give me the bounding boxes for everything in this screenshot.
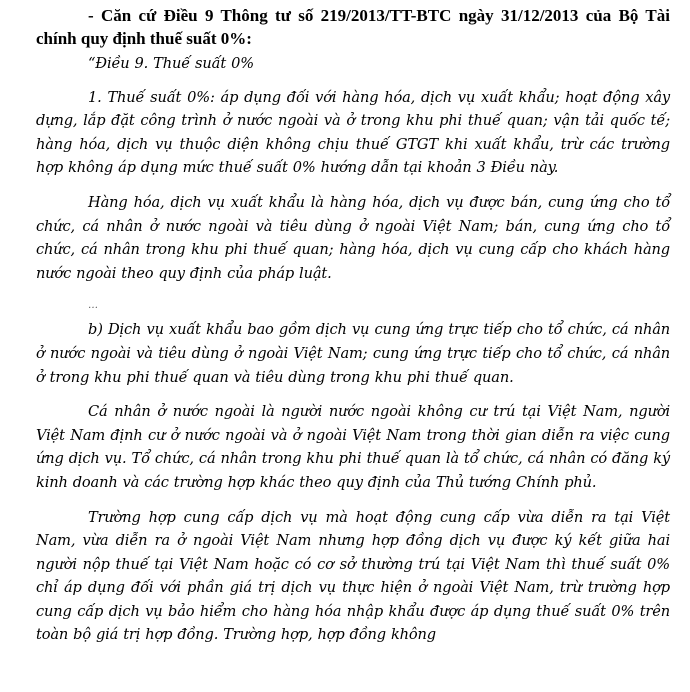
paragraph-1: 1. Thuế suất 0%: áp dụng đối với hàng hóa, dịch vụ xuất khẩu; hoạt động xây dựng, lắp đặt công trình ở nước ngoài và ở trong khu phi thuế quan; vận tải quốc tế; hàng hóa, dịch vụ thuộc diện không chịu thuế GTGT khi xuất khẩu, trừ các trường hợp không áp dụng mức thuế suất 0% hướng dẫn tại khoản 3 Điều này. [36,88,670,177]
paragraph-4: Cá nhân ở nước ngoài là người nước ngoài không cư trú tại Việt Nam, người Việt Nam định cư ở nước ngoài và ở ngoài Việt Nam trong thời gian diễn ra việc cung ứng dịch vụ. Tổ chức, cá nhân trong khu phi thuế quan là tổ chức, cá nhân có đăng ký kinh doanh và các trường hợp khác theo quy định của Thủ tướng Chính phủ. [36,403,670,491]
omission-ellipsis: … [88,300,98,312]
paragraph-5: Trường hợp cung cấp dịch vụ mà hoạt động cung cấp vừa diễn ra tại Việt Nam, vừa diễn ra ở ngoài Việt Nam nhưng hợp đồng dịch vụ được ký kết giữa hai người nộp thuế tại Việt Nam hoặc có cơ sở thường trú tại Việt Nam thì thuế suất 0% chỉ áp dụng đối với phần giá trị dịch vụ thực hiện ở ngoài Việt Nam, trừ trường hợp cung cấp dịch vụ bảo hiểm cho hàng hóa nhập khẩu được áp dụng thuế suất 0% trên toàn bộ giá trị hợp đồng. Trường hợp, hợp đồng không [36,508,670,644]
article-heading: “Điều 9. Thuế suất 0% [88,55,254,72]
paragraph-2: Hàng hóa, dịch vụ xuất khẩu là hàng hóa, dịch vụ được bán, cung ứng cho tổ chức, cá nhân ở nước ngoài và tiêu dùng ở ngoài Việt Nam; bán, cung ứng cho tổ chức, cá nhân trong khu phi thuế quan; hàng hóa, dịch vụ cung cấp cho khách hàng nước ngoài theo quy định của pháp luật. [36,193,670,282]
intro-paragraph: - Căn cứ Điều 9 Thông tư số 219/2013/TT-BTC ngày 31/12/2013 của Bộ Tài chính quy định thuế suất 0%: [36,6,670,48]
paragraph-3: b) Dịch vụ xuất khẩu bao gồm dịch vụ cung ứng trực tiếp cho tổ chức, cá nhân ở nước ngoài và tiêu dùng ở ngoài Việt Nam; cung ứng trực tiếp cho tổ chức, cá nhân ở trong khu phi thuế quan và tiêu dùng trong khu phi thuế quan. [36,321,670,386]
